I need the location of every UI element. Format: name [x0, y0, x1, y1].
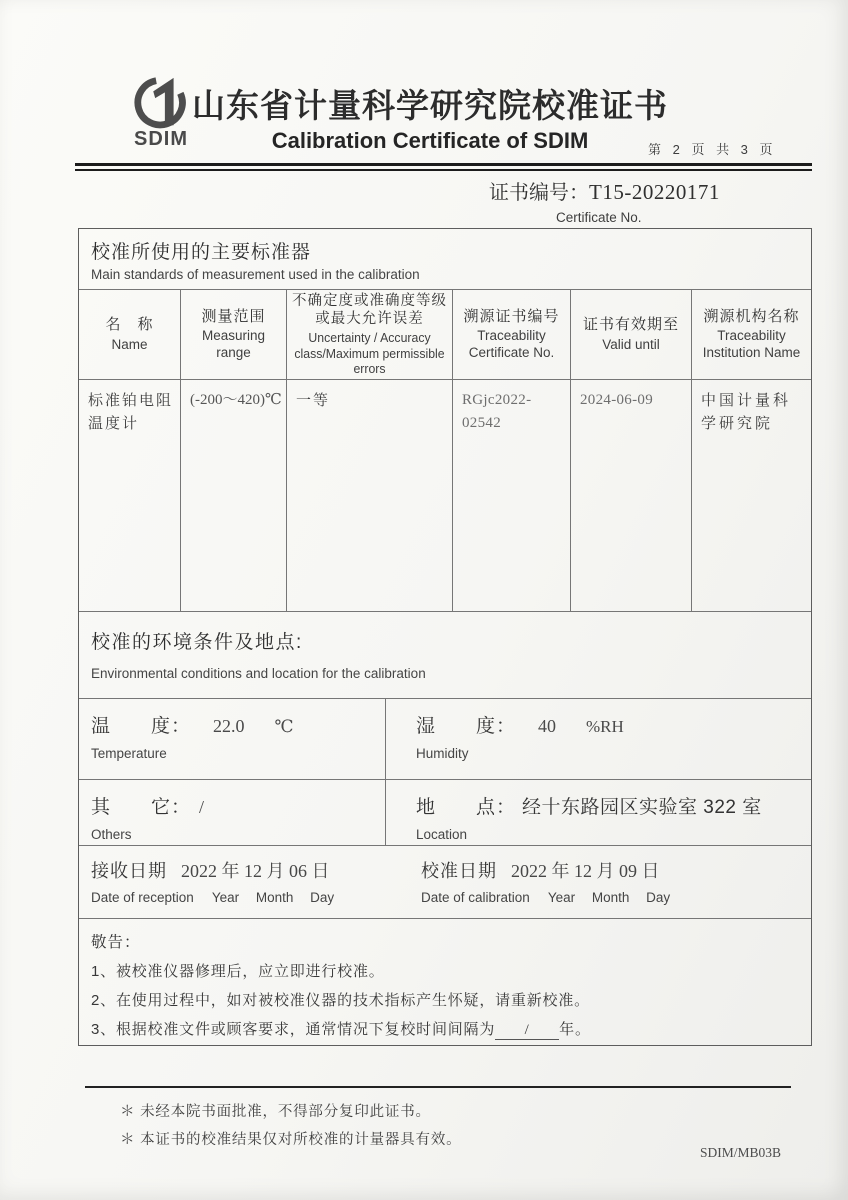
col-header-uncertainty-en: Uncertainty / Accuracy class/Maximum permissible errors — [294, 330, 445, 377]
temperature-label-cn: 温 度： — [91, 716, 192, 737]
cell-measuring-range: (-200～420)℃ — [181, 380, 287, 611]
col-header-range — [181, 290, 287, 379]
col-header-institution — [692, 290, 811, 379]
standards-table — [79, 290, 811, 611]
humidity-label-en: Humidity — [416, 746, 469, 761]
environment-title-en: Environmental conditions and location for the calibration — [91, 666, 426, 681]
footer-note-2: ＊ 本证书的校准结果仅对所校准的计量器具有效。 — [120, 1132, 462, 1148]
col-header-traceability-no-en: Traceability Certificate No. — [468, 328, 555, 360]
col-header-name-en: Name — [111, 336, 148, 352]
col-header-range-cn: 测量范围 — [201, 307, 266, 325]
col-header-name-cn: 名 称 — [105, 315, 154, 333]
location-label-en: Location — [416, 827, 468, 842]
humidity-value: 40 — [538, 716, 557, 736]
page-number-info: 第 2 页 共 3 页 — [648, 142, 777, 157]
cell-traceability-cert-no: RGjc2022-02542 — [453, 380, 571, 611]
col-header-uncertainty-cn: 不确定度或准确度等级或最大允许误差 — [292, 292, 447, 328]
cell-institution: 中国计量科学研究院 — [701, 392, 792, 433]
location-label-cn: 地 点： — [416, 797, 517, 818]
notice-item-2: 2、在使用过程中，如对被校准仪器的技术指标产生怀疑，请重新校准。 — [91, 992, 590, 1009]
standards-title-cn: 校准所使用的主要标准器 — [91, 242, 312, 263]
reception-date-label-cn: 接收日期 — [91, 861, 167, 881]
notice-item-3-interval-value: / — [495, 1022, 559, 1040]
location-cell — [386, 780, 811, 845]
calibration-date-block — [421, 857, 670, 918]
location-value: 经十东路园区实验室 322 室 — [522, 797, 762, 818]
footer-divider — [85, 1086, 791, 1088]
cell-accuracy-class: 一等 — [287, 380, 453, 611]
standards-table-header — [79, 290, 811, 380]
col-header-valid-until-en: Valid until — [602, 336, 660, 352]
certificate-number — [489, 176, 720, 205]
col-header-traceability-no — [453, 290, 571, 379]
col-header-name — [79, 290, 181, 379]
standards-table-row — [79, 380, 811, 611]
certificate-number-caption: Certificate No. — [556, 210, 642, 225]
col-header-institution-cn: 溯源机构名称 — [703, 307, 800, 325]
temperature-unit: ℃ — [274, 717, 294, 736]
notice-item-3-suffix: 年。 — [559, 1021, 591, 1038]
humidity-label-cn: 湿 度： — [416, 716, 517, 737]
others-value: / — [199, 797, 205, 817]
humidity-cell — [386, 699, 811, 779]
notice-title: 敬告： — [91, 934, 141, 951]
form-number: SDIM/MB03B — [700, 1145, 782, 1160]
temperature-label-en: Temperature — [91, 746, 167, 761]
certificate-body — [78, 228, 812, 1046]
environment-section-title — [79, 611, 811, 699]
notice-item-1: 1、被校准仪器修理后，应立即进行校准。 — [91, 963, 385, 980]
temperature-value: 22.0 — [213, 716, 245, 736]
reception-date-label-en: Date of reception — [91, 890, 194, 905]
calibration-date-units-en: Year Month Day — [547, 890, 671, 905]
cell-standard-name: 标准铂电阻温度计 — [79, 380, 181, 611]
reception-date-value: 2022 年 12 月 06 日 — [181, 861, 330, 881]
reception-date-block — [91, 857, 421, 918]
certificate-number-label: 证书编号： — [489, 182, 589, 204]
calibration-date-label-cn: 校准日期 — [421, 861, 497, 881]
certificate-number-value: T15-20220171 — [589, 180, 720, 204]
others-label-cn: 其 它： — [91, 797, 192, 818]
col-header-valid-until — [571, 290, 692, 379]
environment-grid — [79, 699, 811, 846]
col-header-range-en: Measuring range — [201, 328, 266, 360]
humidity-unit: %RH — [586, 717, 624, 736]
notice-section — [79, 919, 811, 1045]
footer-note-1: ＊ 未经本院书面批准，不得部分复印此证书。 — [120, 1104, 431, 1120]
standards-title-en: Main standards of measurement used in the calibration — [91, 267, 420, 282]
notice-item-3-prefix: 3、根据校准文件或顾客要求，通常情况下复校时间间隔为 — [91, 1021, 496, 1038]
sdim-emblem-icon — [130, 74, 192, 132]
notice-item-3 — [91, 1018, 811, 1040]
calibration-date-value: 2022 年 12 月 09 日 — [511, 861, 660, 881]
others-cell — [79, 780, 386, 845]
page-title-cn: 山东省计量科学研究院校准证书 — [192, 89, 668, 125]
temperature-cell — [79, 699, 386, 779]
col-header-valid-until-cn: 证书有效期至 — [582, 315, 679, 333]
standards-section-title — [79, 229, 811, 290]
calibration-date-label-en: Date of calibration — [421, 890, 530, 905]
dates-row — [79, 846, 811, 919]
col-header-institution-en: Traceability Institution Name — [702, 328, 801, 360]
others-label-en: Others — [91, 827, 132, 842]
logo-text: SDIM — [134, 128, 188, 150]
col-header-uncertainty — [287, 290, 453, 379]
cell-valid-until: 2024-06-09 — [571, 380, 692, 611]
reception-date-units-en: Year Month Day — [211, 890, 335, 905]
col-header-traceability-no-cn: 溯源证书编号 — [463, 307, 560, 325]
environment-title-cn: 校准的环境条件及地点: — [91, 632, 303, 653]
header-divider — [75, 163, 812, 171]
page-title-en: Calibration Certificate of SDIM — [271, 128, 589, 153]
